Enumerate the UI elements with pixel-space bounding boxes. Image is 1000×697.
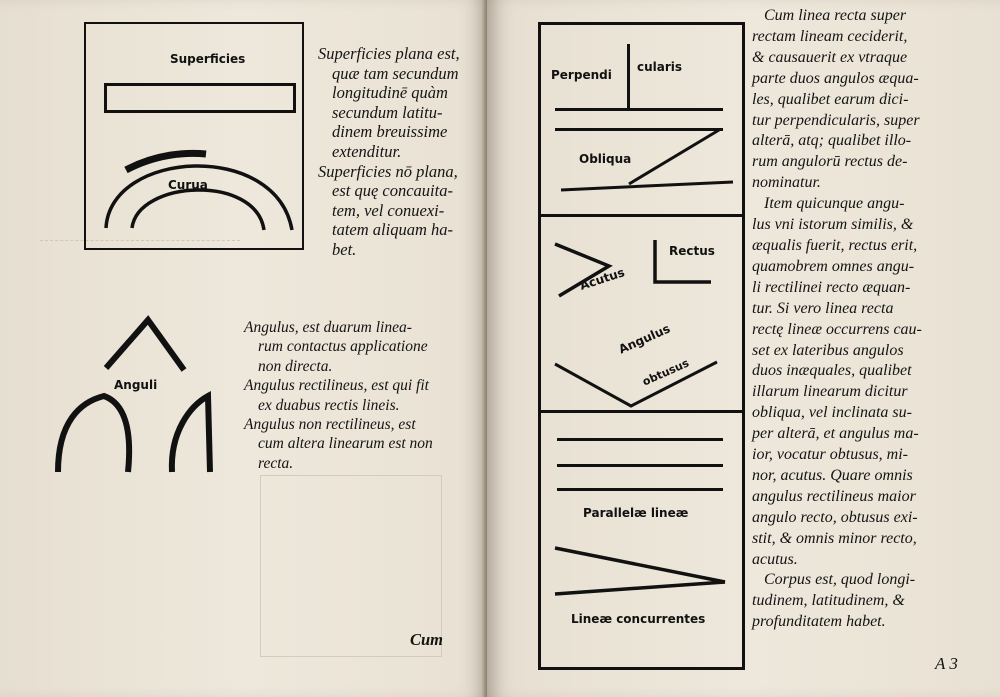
perpendicular-label-left: Perpendi [551, 68, 612, 82]
text-line: ior, vocatur obtusus, mi- [752, 446, 908, 464]
diagram-divider-1 [538, 214, 745, 217]
right-page [487, 0, 1000, 697]
text-line: angulus rectilineus maior [752, 487, 916, 505]
text-line: Angulus non rectilineus, est [244, 416, 416, 434]
angulus-text-col [244, 318, 433, 473]
text-line: acutus. [752, 550, 798, 568]
obliqua-label: Obliqua [579, 152, 632, 166]
parallel-line-1 [557, 438, 723, 441]
text-line: parte duos angulos æqua- [752, 69, 919, 87]
acutus-label: Acutus [577, 265, 627, 293]
text-line: recta. [258, 454, 294, 472]
text-line: tem, vel conuexi- [332, 200, 445, 220]
concurrent-lines [549, 536, 749, 606]
text-line: stit, & omnis minor recto, [752, 529, 917, 547]
text-line: longitudinē quàm [332, 83, 448, 103]
concurrent-lines-label: Lineæ concurrentes [571, 612, 706, 626]
text-line: tatem aliquam ha- [332, 220, 453, 240]
text-line: li rectilinei recto æquan- [752, 278, 911, 296]
text-line: alterā, atq; qualibet illo- [752, 132, 912, 150]
superficies-label: Superficies [170, 52, 246, 66]
plane-rectangle [104, 83, 296, 113]
bleed-through-left-1 [40, 240, 240, 321]
text-line: æqualis fuerit, rectus erit, [752, 236, 918, 254]
text-line: quamobrem omnes angu- [752, 257, 915, 275]
text-line: bet. [332, 239, 357, 259]
text-line: ex duabus rectis lineis. [258, 396, 400, 414]
perpendicular-base-line [555, 108, 723, 111]
text-line: nominatur. [752, 174, 821, 192]
text-line: tur perpendicularis, super [752, 111, 920, 129]
text-line: Angulus, est duarum linea- [244, 319, 412, 336]
curva-label: Curua [168, 178, 208, 192]
text-line: rectę lineæ occurrens cau- [752, 320, 922, 338]
angles-drawing [50, 312, 230, 482]
text-line: tur. Si vero linea recta [752, 299, 894, 317]
text-line: obliqua, vel inclinata su- [752, 404, 912, 422]
rectus-label: Rectus [669, 244, 715, 258]
page-signature: A 3 [935, 654, 958, 673]
text-line: les, qualibet earum dici- [752, 90, 909, 108]
text-line: & causauerit ex vtraque [752, 48, 908, 66]
right-text-col [752, 6, 922, 633]
superficies-text-col [318, 44, 460, 260]
anguli-label: Anguli [114, 378, 158, 392]
text-line: est quę concauita- [332, 181, 453, 201]
text-line: Superficies nō plana, [318, 161, 458, 181]
text-line: lus vni istorum similis, & [752, 216, 914, 234]
obtuse-angle-drawing [551, 356, 751, 416]
text-line: angulo recto, obtusus exi- [752, 508, 918, 526]
text-line: Angulus rectilineus, est qui fit [244, 377, 429, 395]
oblique-lines [557, 124, 757, 204]
text-line: rum contactus applicatione [258, 338, 428, 356]
text-line: extenditur. [332, 141, 402, 161]
text-line: rectam lineam ceciderit, [752, 27, 908, 45]
parallel-line-3 [557, 488, 723, 491]
parallel-line-2 [557, 464, 723, 467]
text-line: Superficies plana est, [318, 44, 460, 63]
text-line: Corpus est, quod longi- [764, 571, 916, 589]
catchword: Cum [410, 630, 444, 649]
text-line: profunditatem habet. [752, 613, 886, 631]
curved-surface-drawing [96, 140, 316, 250]
text-line: per alterā, et angulus ma- [752, 425, 919, 443]
perpendicular-vertical-line [627, 44, 630, 108]
text-line: dinem breuissime [332, 122, 448, 142]
parallel-lines-label: Parallelæ lineæ [583, 506, 689, 520]
text-line: nor, acutus. Quare omnis [752, 466, 913, 484]
perpendicular-label-right: cularis [637, 60, 683, 74]
text-line: cum altera linearum est non [258, 435, 433, 453]
text-line: rum angulorū rectus de- [752, 153, 908, 171]
text-line: duos inæquales, qualibet [752, 362, 912, 380]
text-line: non directa. [258, 357, 333, 375]
text-line: set ex lateribus angulos [752, 341, 904, 359]
left-page [0, 0, 487, 697]
text-line: secundum latitu- [332, 102, 443, 122]
text-line: Item quicunque angu- [764, 195, 905, 213]
text-line: quæ tam secundum [332, 63, 459, 83]
angulus-label: Angulus [616, 321, 673, 357]
text-line: tudinem, latitudinem, & [752, 592, 905, 610]
text-line: Cum linea recta super [764, 7, 907, 24]
text-line: illarum linearum dicitur [752, 383, 908, 401]
obtusus-label: obtusus [640, 356, 691, 389]
